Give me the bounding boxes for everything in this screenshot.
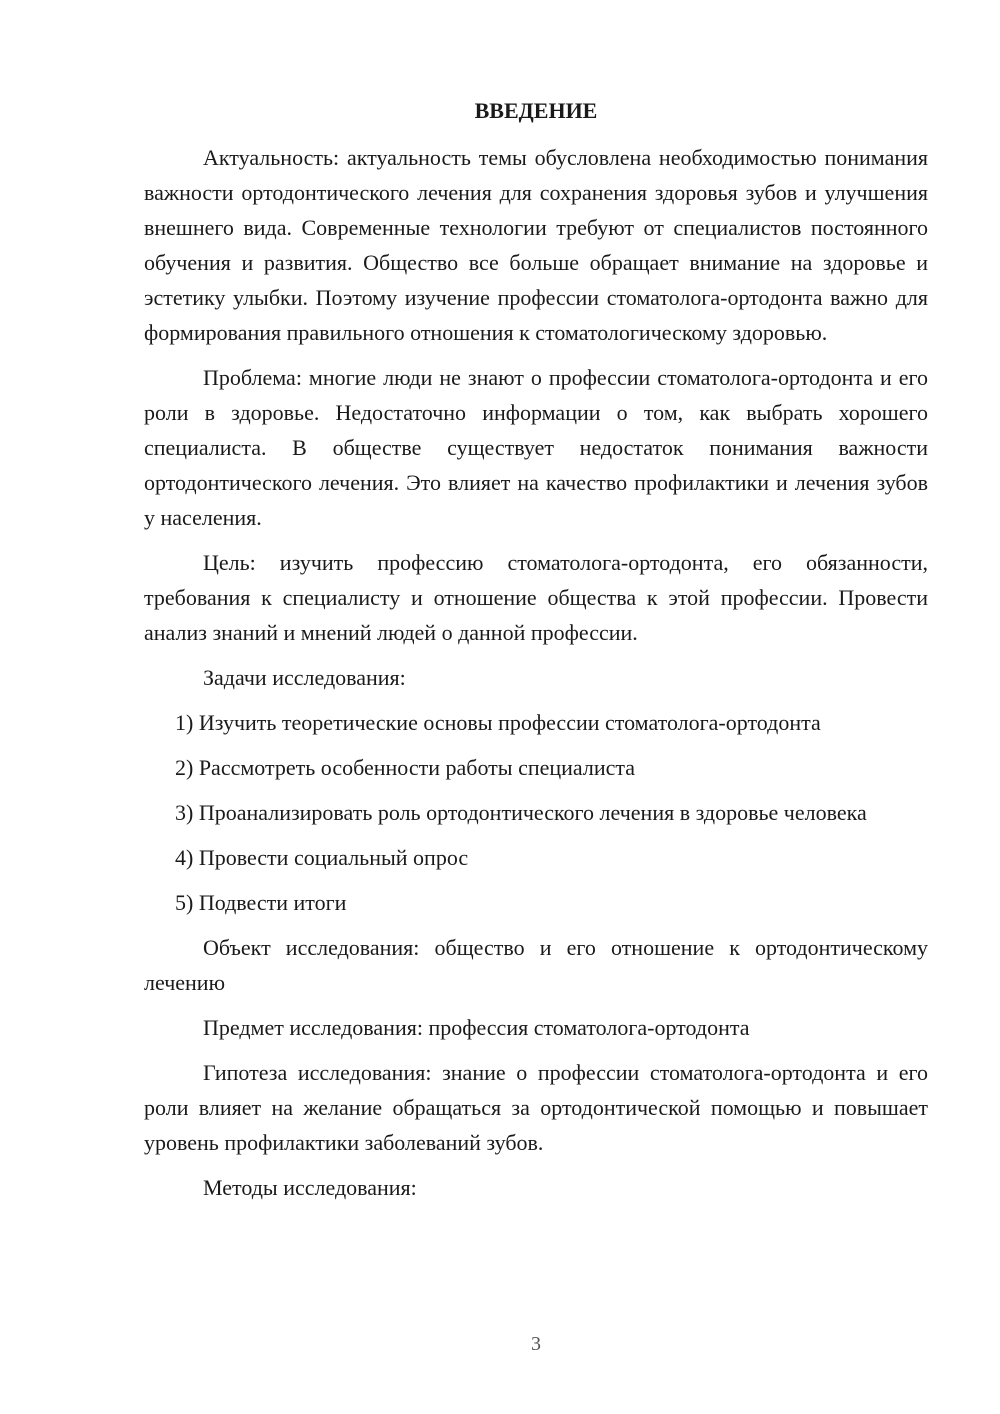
paragraph-tasks-heading: Задачи исследования: bbox=[203, 665, 406, 690]
page-number: 3 bbox=[531, 1333, 541, 1355]
task-item-3: 3) Проанализировать роль ортодонтического лечения в здоровье человека bbox=[175, 800, 867, 825]
section-title: ВВЕДЕНИЕ bbox=[474, 98, 598, 123]
task-item-4: 4) Провести социальный опрос bbox=[175, 845, 469, 870]
task-item-5: 5) Подвести итоги bbox=[175, 890, 347, 915]
document-page bbox=[144, 96, 928, 1215]
paragraph-problem: Проблема: многие люди не знают о профессии стоматолога-ортодонта и его роли в здоровье. Недостаточно информации о том, как выбрать хорошего специалиста. В обществе существует недостаток понимания важности ортодонтического лечения. Это влияет на качество профилактики и лечения зубов у населения. bbox=[144, 365, 928, 530]
task-item-2: 2) Рассмотреть особенности работы специалиста bbox=[175, 755, 636, 780]
paragraph-hypothesis: Гипотеза исследования: знание о профессии стоматолога-ортодонта и его роли влияет на желание обращаться за ортодонтической помощью и повышает уровень профилактики заболеваний зубов. bbox=[144, 1060, 928, 1155]
paragraph-goal: Цель: изучить профессию стоматолога-ортодонта, его обязанности, требования к специалисту и отношение общества к этой профессии. Провести анализ знаний и мнений людей о данной профессии. bbox=[144, 550, 928, 645]
paragraph-object: Объект исследования: общество и его отношение к ортодонтическому лечению bbox=[144, 935, 928, 995]
paragraph-methods: Методы исследования: bbox=[203, 1175, 417, 1200]
paragraph-subject: Предмет исследования: профессия стоматолога-ортодонта bbox=[203, 1015, 750, 1040]
task-item-1: 1) Изучить теоретические основы профессии стоматолога-ортодонта bbox=[175, 710, 821, 735]
paragraph-relevance: Актуальность: актуальность темы обусловлена необходимостью понимания важности ортодонтического лечения для сохранения здоровья зубов и улучшения внешнего вида. Современные технологии требуют от специалистов постоянного обучения и развития. Общество все больше обращает внимание на здоровье и эстетику улыбки. Поэтому изучение профессии стоматолога-ортодонта важно для формирования правильного отношения к стоматологическому здоровью. bbox=[144, 145, 928, 345]
